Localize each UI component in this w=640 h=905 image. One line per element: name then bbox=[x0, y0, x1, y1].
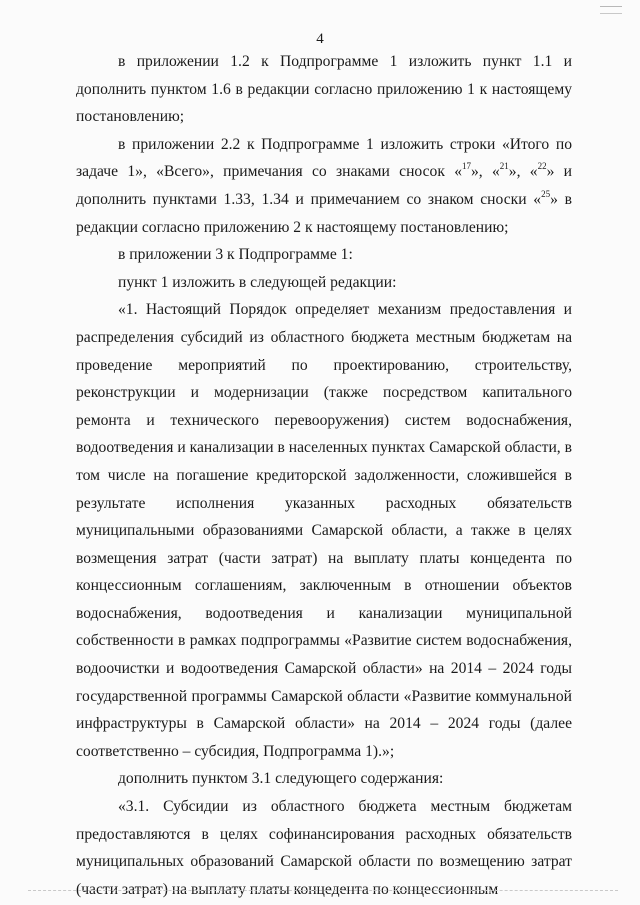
scan-corner-mark bbox=[600, 6, 622, 14]
paragraph-text: «3.1. Субсидии из областного бюджета местным бюджетам предоставляются в целях софинансирования расходных обязательств муниципальных образований Самарской области по возмещению затрат (части затрат) на выплату платы концедента по концессионным bbox=[76, 798, 572, 898]
paragraph-text: дополнить пунктом 3.1 следующего содержания: bbox=[118, 770, 444, 788]
footnote-marker: 21 bbox=[499, 161, 509, 172]
paragraph-text: в приложении 2.2 к Подпрограмме 1 изложить строки «Итого по задаче 1», «Всего», примечания со знаками сносок « bbox=[76, 135, 572, 181]
paragraph bbox=[76, 269, 572, 297]
footnote-marker: 17 bbox=[462, 161, 471, 172]
paragraph-text: » в редакции согласно приложению 2 к настоящему постановлению; bbox=[76, 190, 572, 236]
paragraph bbox=[76, 131, 572, 241]
paragraph bbox=[76, 48, 572, 131]
paragraph-text: », « bbox=[508, 163, 538, 181]
paragraph-text: «1. Настоящий Порядок определяет механизм предоставления и распределения субсидий из областного бюджета местным бюджетам на проведение мероприятий по проектированию, строительству, реконструкции и модернизации (также посредством капитального ремонта и технического перевооружения) систем водоснабжения, водоотведения и канализации в населенных пунктах Самарской области, в том числе на погашение кредиторской задолженности, сложившейся в результате исполнения указанных расходных обязательств муниципальными образованиями Самарской области, а также в целях возмещения затрат (части затрат) на выплату платы концедента по концессионным соглашениям, заключенным в отношении объектов водоснабжения, водоотведения и канализации муниципальной собственности в рамках подпрограммы «Развитие систем водоснабжения, водоочистки и водоотведения Самарской области» на 2014 – 2024 годы государственной программы Самарской области «Развитие коммунальной инфраструктуры в Самарской области» на 2014 – 2024 годы (далее соответственно – субсидия, Подпрограмма 1).»; bbox=[76, 301, 572, 760]
paragraph bbox=[76, 793, 572, 903]
paragraph bbox=[76, 765, 572, 793]
paragraph-text: в приложении 3 к Подпрограмме 1: bbox=[118, 246, 353, 264]
paragraph-text: », « bbox=[471, 163, 500, 181]
paragraph bbox=[76, 241, 572, 269]
scan-bottom-edge bbox=[28, 890, 618, 891]
footnote-marker: 22 bbox=[537, 161, 547, 172]
document-body bbox=[76, 48, 572, 903]
paragraph-text: пункт 1 изложить в следующей редакции: bbox=[118, 273, 397, 291]
paragraph bbox=[76, 296, 572, 765]
page-number: 4 bbox=[316, 31, 324, 47]
footnote-marker: 25 bbox=[541, 188, 551, 199]
paragraph-text: в приложении 1.2 к Подпрограмме 1 изложить пункт 1.1 и дополнить пунктом 1.6 в редакции согласно приложению 1 к настоящему постановлению; bbox=[76, 53, 572, 126]
paragraph-text: » и дополнить пунктами 1.33, 1.34 и примечанием со знаком сноски « bbox=[76, 163, 572, 208]
